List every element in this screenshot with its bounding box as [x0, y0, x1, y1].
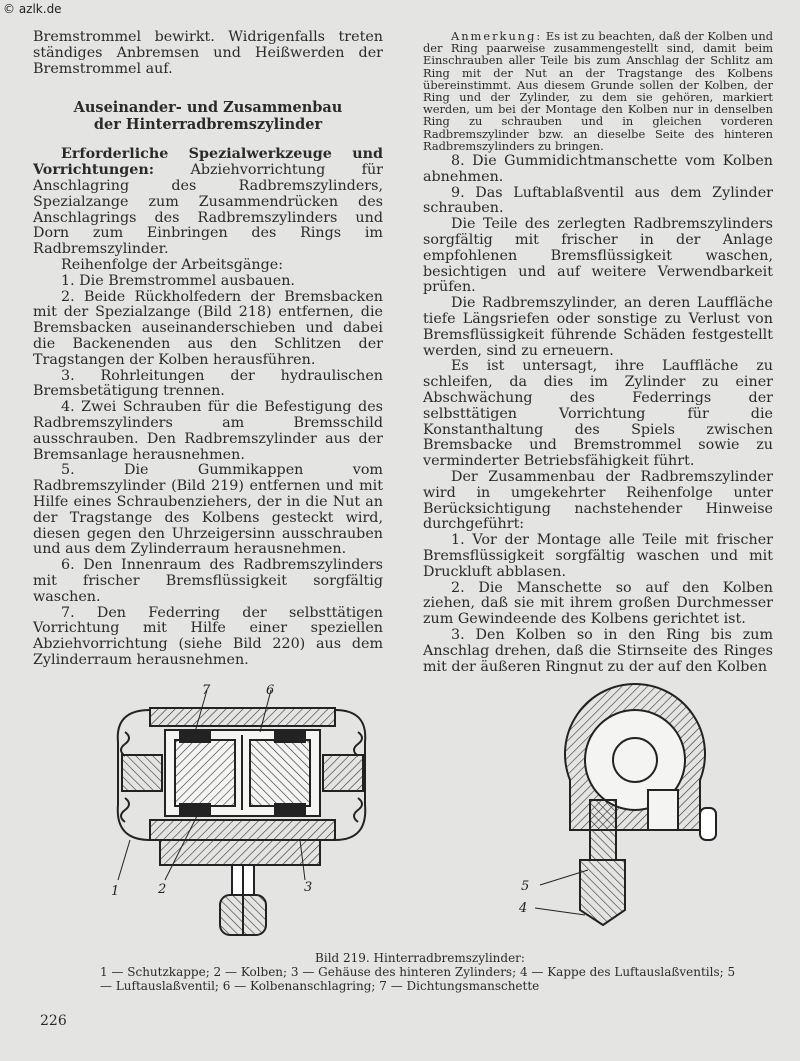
left-column [33, 30, 383, 669]
step-4: 4. Zwei Schrauben für die Befestigung des Radbremszylinders am Bremsschild ausschrauben. Den Radbremszylinder aus der Bremsanlage herausnehmen. [33, 399, 383, 463]
step-2: 2. Beide Rückholfedern der Bremsbacken mit der Spezialzange (Bild 218) entfernen, die Bremsbacken auseinanderschieben und dabei die Backenenden aus den Schlitzen der Tragstangen der Kolben herausführen. [33, 288, 383, 368]
tools-paragraph [33, 147, 383, 258]
assembly-step-2: 2. Die Manschette so auf den Kolben ziehen, daß sie mit ihrem großen Durchmesser zum Gewindeende des Kolbens gerichtet ist. [423, 579, 773, 628]
assembly-step-3: 3. Den Kolben so in den Ring bis zum Anschlag drehen, daß die Stirnseite des Ringes mit der äußeren Ringnut zu der auf den Kolben [423, 626, 773, 675]
brake-cylinder-figure [0, 680, 800, 950]
label-1: 1 [111, 884, 120, 899]
watermark: © azlk.de [3, 2, 62, 16]
section-heading [33, 99, 383, 133]
paragraph-grinding: Es ist untersagt, ihre Lauffläche zu schleifen, da dies im Zylinder zu einer Abschwächung des Federrings der selbsttätigen Vorrichtung für die Konstanthaltung des Spiels zwischen Bremsbacke und Bremstrommel sowie zu verminderter Betriebsfähigkeit führt. [423, 358, 773, 470]
note-paragraph [423, 30, 773, 152]
cylinder-section-drawing [118, 690, 365, 935]
label-6: 6 [266, 683, 275, 698]
paragraph-wash: Die Teile des zerlegten Radbremszylinders sorgfältig mit frischer in der Anlage empfohlenen Bremsflüssigkeit waschen, besichtigen und auf weitere Verwendbarkeit prüfen. [423, 216, 773, 296]
step-1: 1. Die Bremstrommel ausbauen. [61, 272, 295, 289]
note-label: Anmerkung: [451, 29, 543, 43]
cylinder-cross-section-drawing [535, 684, 716, 925]
label-2: 2 [158, 882, 167, 897]
order-label: Reihenfolge der Arbeitsgänge: [61, 256, 284, 273]
step-7: 7. Den Federring der selbsttätigen Vorrichtung mit Hilfe einer speziellen Abziehvorrichtung (siehe Bild 220) aus dem Zylinderraum herausnehmen. [33, 604, 383, 668]
caption-legend: 1 — Schutzkappe; 2 — Kolben; 3 — Gehäuse des hinteren Zylinders; 4 — Kappe des Luftauslaßventils; 5 — Luftauslaßventil; 6 — Kolbenanschlagring; 7 — Dichtungsmanschette [100, 965, 736, 993]
heading-line-1: Auseinander- und Zusammenbau [73, 99, 343, 117]
right-column [423, 30, 773, 675]
step-8: 8. Die Gummidichtmanschette vom Kolben abnehmen. [423, 153, 773, 185]
paragraph-assembly: Der Zusammenbau der Radbremszylinder wird in umgekehrter Reihenfolge unter Berücksichtigung nachstehender Hinweise durchgeführt: [423, 468, 773, 533]
step-3: 3. Rohrleitungen der hydraulischen Bremsbetätigung trennen. [33, 367, 383, 400]
step-9: 9. Das Luftablaßventil aus dem Zylinder schrauben. [423, 184, 773, 217]
label-4: 4 [519, 901, 528, 916]
caption-title: Bild 219. Hinterradbremszylinder: [315, 951, 525, 965]
heading-line-2: der Hinterradbremszylinder [93, 116, 323, 134]
note-text: Es ist zu beachten, daß der Kolben und der Ring paarweise zusammengestellt sind, damit beim Einschrauben aller Teile bis zum Anschlag der Schlitz am Ring mit der Nut an der Tragstange des Kolbens übereinstimmt. Aus diesem Grunde sollen der Kolben, der Ring und der Zylinder, zu dem sie gehören, markiert werden, um bei der Montage den Kolben nur in denselben Ring zu schrauben und in gleichen vorderen Radbremszylinder bzw. an dieselbe Seite des hinteren Radbremszylinders zu bringen. [423, 29, 774, 153]
tools-label: Erforderliche Spezialwerkzeuge und Vorrichtungen: [33, 146, 383, 179]
page-number: 226 [40, 1013, 67, 1029]
label-7: 7 [202, 683, 211, 698]
step-5: 5. Die Gummikappen vom Radbremszylinder (Bild 219) entfernen und mit Hilfe eines Schraubenziehers, der in die Nut an der Tragstange des Kolbens gesteckt wird, diesen gegen den Uhrzeigersinn ausschrauben und aus dem Zylinderraum herausnehmen. [33, 462, 383, 558]
intro-text: Bremstrommel bewirkt. Widrigenfalls treten ständiges Anbremsen und Heißwerden der Bremstrommel auf. [33, 29, 383, 77]
paragraph-replace: Die Radbremszylinder, an deren Lauffläche tiefe Längsriefen oder sonstige zu Verlust von Bremsflüssigkeit führende Schäden festgestellt werden, sind zu erneuern. [423, 295, 773, 359]
label-3: 3 [304, 880, 313, 895]
step-6: 6. Den Innenraum des Radbremszylinders mit frischer Bremsflüssigkeit sorgfältig waschen. [33, 557, 383, 605]
tools-text: Abziehvorrichtung für Anschlagring des Radbremszylinders, Spezialzange zum Zusammendrücken des Anschlagrings des Radbremszylinders und Dorn zum Einbringen des Rings im Radbremszylinder. [33, 162, 383, 258]
label-5: 5 [521, 879, 530, 894]
figure-caption [100, 951, 740, 993]
assembly-step-1: 1. Vor der Montage alle Teile mit frischer Bremsflüssigkeit sorgfältig waschen und mit Druckluft abblasen. [423, 532, 773, 580]
